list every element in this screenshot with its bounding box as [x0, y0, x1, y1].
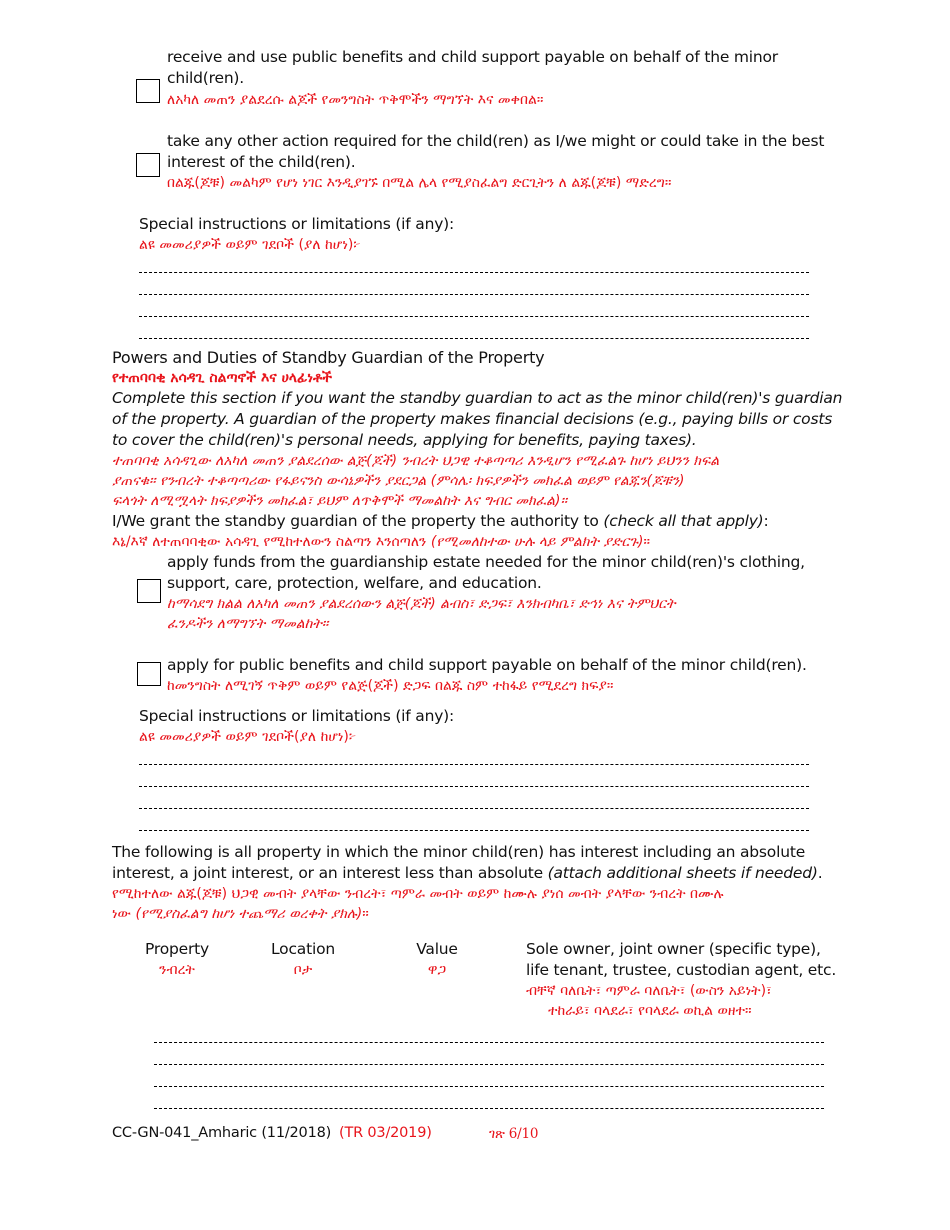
grant-authority-text: [112, 511, 769, 532]
special-instructions-line[interactable]: [139, 830, 809, 831]
item-other-text-line1: take any other action required for the child(ren) as I/we might or could take in the best: [167, 132, 825, 150]
grant-authority-amharic: [112, 532, 650, 552]
column-header-owner-amharic-line2: ተከራይ፣ ባላደራ፣ የባላደራ ወኪል ወዘተ።: [548, 1003, 752, 1019]
item-receive-text-line1: receive and use public benefits and child support payable on behalf of the minor: [167, 48, 778, 66]
special-instructions-label-2: Special instructions or limitations (if any):: [139, 707, 455, 725]
column-header-location: [263, 939, 343, 980]
item-public-text: apply for public benefits and child support payable on behalf of the minor child(ren).: [167, 656, 807, 674]
special-instructions-line[interactable]: [139, 294, 809, 295]
footer-form-id: CC-GN-041_Amharic (11/2018): [112, 1125, 332, 1141]
item-receive-amharic: ለአካለ መጠን ያልደረሱ ልጆች የመንግስት ጥቅሞችን ማግኘት እና መቀበል።: [167, 92, 544, 108]
special-instructions-amharic-2: ልዩ መመሪያዎች ወይም ገደቦች(ያለ ከሆነ)፦: [139, 729, 357, 745]
property-list-intro-amharic-line2: [112, 904, 369, 924]
property-intro-line3: to cover the child(ren)'s personal needs, applying for benefits, paying taxes).: [112, 431, 697, 449]
special-instructions-line[interactable]: [139, 786, 809, 787]
grant-authority-amharic-main: እኔ/እኛ ለተጠባባቂው አሳዳጊ የሚከተለውን ስልጣን እንሰጣለን: [112, 534, 431, 550]
column-header-value: [397, 939, 477, 980]
property-list-intro-note: (attach additional sheets if needed): [547, 864, 818, 882]
item-receive-text-line2: child(ren).: [167, 69, 245, 87]
special-instructions-line[interactable]: [139, 316, 809, 317]
grant-authority-colon: :: [763, 512, 769, 530]
property-entry-line[interactable]: [154, 1042, 824, 1043]
property-list-intro-main: interest, a joint interest, or an interest less than absolute: [112, 864, 548, 882]
property-list-intro-line1: The following is all property in which the minor child(ren) has interest including an absolute: [112, 843, 806, 861]
property-entry-line[interactable]: [154, 1064, 824, 1065]
property-list-intro-amharic-main: ነው: [112, 906, 136, 922]
column-header-value-am: ዋጋ: [427, 962, 447, 978]
special-instructions-amharic-1: ልዩ መመሪያዎች ወይም ገደቦች (ያለ ከሆነ)፦: [139, 237, 361, 253]
item-funds-amharic-line1: ከማሳደግ ክልል ለአካለ መጠን ያልደረሰውን ልጅ(ጆች) ልብስ፣ ድጋፍ፣ እንክብካቤ፣ ድኅነ እና ትምህርት: [167, 596, 676, 612]
grant-authority-amharic-note: (የሚመለከተው ሁሉ ላይ ምልክት ያድርጉ): [430, 534, 644, 550]
column-header-property-am: ንብረት: [159, 962, 195, 978]
section-heading-property-powers-amharic: የተጠባባቂ አሳዳጊ ስልጣኖች እና ሀላፊነቶች: [112, 370, 333, 386]
item-other-text-line2: interest of the child(ren).: [167, 153, 356, 171]
checkbox-apply-funds[interactable]: [137, 579, 161, 603]
column-header-property-en: Property: [145, 940, 209, 958]
property-intro-amharic-line1: ተጠባባቂ አሳዳጊው ለአካለ መጠን ያልደረሰው ልጅ(ጆች) ንብረት ህጋዊ ተቆጣጣሪ እንዲሆን የሚፈልጉ ከሆነ ይህንን ክፍል: [112, 453, 720, 469]
item-funds-text-line2: support, care, protection, welfare, and education.: [167, 574, 542, 592]
column-header-location-am: ቦታ: [293, 962, 313, 978]
special-instructions-line[interactable]: [139, 272, 809, 273]
property-entry-line[interactable]: [154, 1108, 824, 1109]
grant-authority-main: I/We grant the standby guardian of the property the authority to: [112, 512, 604, 530]
column-header-owner-line2: life tenant, trustee, custodian agent, etc.: [526, 961, 837, 979]
property-list-intro-period: .: [817, 864, 823, 882]
grant-authority-note: (check all that apply): [603, 512, 764, 530]
column-header-property: [137, 939, 217, 980]
special-instructions-line[interactable]: [139, 338, 809, 339]
checkbox-apply-public-benefits[interactable]: [137, 662, 161, 686]
property-list-intro-amharic-line1: የሚከተለው ልጁ(ጆቹ) ህጋዊ መብት ያላቸው ንብረት፣ ጣምራ መብት ወይም ከሙሉ ያነሰ መብት ያላቸው ንብረት በሙሉ: [112, 886, 724, 902]
column-header-location-en: Location: [271, 940, 335, 958]
section-heading-property-powers: Powers and Duties of Standby Guardian of the Property: [112, 348, 545, 367]
property-entry-line[interactable]: [154, 1086, 824, 1087]
checkbox-receive-benefits[interactable]: [136, 79, 160, 103]
property-intro-amharic-line3: ፍላጎት ለሚሟላት ክፍያዎችን መክፈል፣ ይህም ለጥቅሞች ማመልከት እና ግብር መክፈል)።: [112, 493, 568, 509]
column-header-owner-amharic-line1: ብቸኛ ባለቤት፣ ጣምራ ባለቤት፣ (ውስን አይነት)፣: [526, 983, 772, 999]
special-instructions-line[interactable]: [139, 764, 809, 765]
special-instructions-label-1: Special instructions or limitations (if any):: [139, 215, 455, 233]
item-other-amharic: በልጁ(ጆቹ) መልካም የሆነ ነገር እንዲያገኙ በሚል ሌላ የሚያስፈልግ ድርጊትን ለ ልጁ(ጆቹ) ማድረግ።: [167, 175, 672, 191]
property-intro-amharic-line2: ያጠናቁ። የንብረት ተቆጣጣሪው የፋይናንስ ውሳኔዎችን ያደርጋል (ምሳሌ፡ ክፍያዎችን መክፈል ወይም የልጁን(ጆቹን): [112, 473, 685, 489]
item-funds-amharic-line2: ፈንዶችን ለማግኘት ማመልከት።: [167, 616, 329, 632]
item-funds-text-line1: apply funds from the guardianship estate needed for the minor child(ren)'s clothing,: [167, 553, 805, 571]
property-intro-line2: of the property. A guardian of the property makes financial decisions (e.g., paying bills or costs: [112, 410, 833, 428]
column-header-value-en: Value: [416, 940, 458, 958]
special-instructions-line[interactable]: [139, 808, 809, 809]
item-public-amharic: ከመንግስት ለሚገኝ ጥቅም ወይም የልጅ(ጆች) ድጋፍ በልጁ ስም ተከፋይ የሚደረግ ክፍያ።: [167, 678, 614, 694]
property-list-intro-amharic-note: (የሚያስፈልግ ከሆነ ተጨማሪ ወረቀት ያክሉ): [135, 906, 363, 922]
property-list-intro-amharic-end: ።: [362, 906, 369, 922]
property-list-intro-line2: [112, 863, 822, 884]
footer-translation-date: (TR 03/2019): [339, 1125, 432, 1141]
column-header-owner-line1: Sole owner, joint owner (specific type),: [526, 940, 821, 958]
grant-authority-amharic-end: ።: [643, 534, 651, 550]
footer-page-number: ገጽ 6/10: [489, 1126, 539, 1142]
property-intro-line1: Complete this section if you want the standby guardian to act as the minor child(ren)'s guardian: [112, 389, 843, 407]
checkbox-other-action[interactable]: [136, 153, 160, 177]
